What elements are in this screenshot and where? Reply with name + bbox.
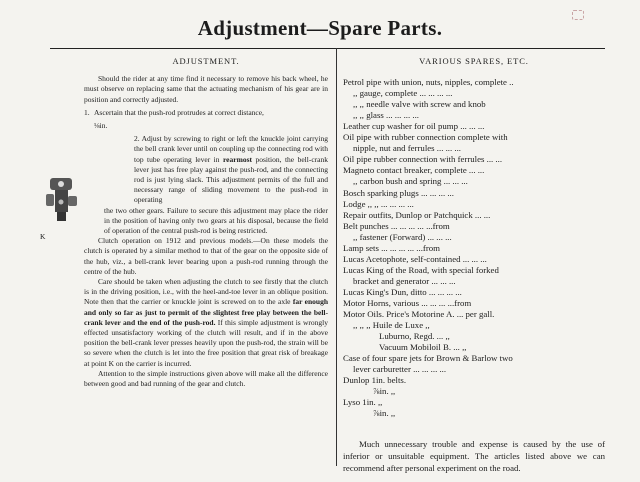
care-part-2: If this simple adjustment is wrongly effected unsatisfactory working of the clutch will result, and if in the above position the bell-crank lever presses heavily upon the push-rod, the strain will be so severe when the clutch is let into the free position that great risk of breakage at point K on the carrier is incurred. [84,317,328,368]
intro-paragraph: Should the rider at any time find it necessary to remove his back wheel, he must observe on replacing same that the actuating mechanism of his gear are in position and correctly adjusted. [84,74,328,104]
column-divider [336,48,337,466]
step-1-value: ⅛in. [94,121,108,131]
step-2-part-1: 2. Adjust by screwing to right or left the knuckle joint carrying the bell crank lever until on coupling up the connecting rod with top tube operating lever in [134,134,328,164]
spares-list-item: Lucas King of the Road, with special forked [343,264,499,275]
spares-list-item: ⅞in. ,, [373,408,396,419]
figure-label-k: K [40,232,46,242]
care-bold: far enough and only so far as just to permit of the slightest free play between the bell-crank lever and the end of the push-rod. [84,297,329,327]
spares-list-item: Vacuum Mobiloil B. ... ,, [379,342,467,353]
adjustment-column [40,56,329,389]
corner-stamp-mark [572,10,584,20]
knuckle-joint-figure [40,174,82,224]
page-title: Adjustment—Spare Parts. [197,16,443,40]
spares-list-item: ,, ,, ,, Huile de Luxe ,, [353,320,430,331]
spares-list-item: ⅞in. ,, [373,386,396,397]
spares-list-item: ,, gauge, complete ... ... ... ... [353,88,453,99]
attention-paragraph: Attention to the simple instructions given above will make all the difference between good and bad running of the gear and clutch. [84,368,328,389]
spares-list-item: Repair outfits, Dunlop or Patchquick ... ... [343,209,491,220]
care-paragraph [84,277,328,369]
spares-heading: VARIOUS SPARES, ETC. [419,56,529,66]
spares-list-item: Lucas Acetophote, self-contained ... ... ... [343,253,487,264]
spares-list-item: Oil pipe rubber connection with ferrules ... ... [343,154,503,165]
care-part-1: Care should be taken when adjusting the clutch to see firstly that the clutch is in the driving position, i.e., with the heel-and-toe lever in an oblique position. Note then that the carrier or knuckle joint is screwed on to the axle [84,277,328,307]
adjustment-heading: ADJUSTMENT. [172,56,240,66]
spares-list-item: Belt punches ... ... ... ... ...from [343,220,450,231]
spares-list-item: Bosch sparking plugs ... ... ... ... [343,187,454,198]
title-rule [50,48,605,49]
spares-list [343,77,605,419]
spares-list-item: Magneto contact breaker, complete ... ... [343,165,485,176]
step-2-continuation: the two other gears. Failure to secure this adjustment may place the rider in the position of having only two gears at his disposal, because the field of operation of the central push-rod is being restricted. [104,205,328,236]
spares-list-item: nipple, nut and ferrules ... ... ... [353,143,461,154]
spares-list-item: Lodge ,, ,, ... ... ... ... [343,198,414,209]
step-2-part-2: position, the bell-crank lever just has free play against the push-rod, and the connecting rod is just lying slack. This adjustment permits of the full and necessary range of sliding movement to the push-rod in operating [134,154,329,205]
spares-list-item: Case of four spare jets for Brown & Barlow two [343,353,513,364]
step-2 [40,134,329,242]
spares-list-item: Lamp sets ... ... ... ... ...from [343,242,440,253]
spares-list-item: ,, ,, glass ... ... ... ... [353,110,419,121]
spares-list-item: ,, fastener (Forward) ... ... ... [353,231,452,242]
step-2-bold: rearmost [222,154,252,164]
spares-list-item: lever carburetter ... ... ... ... [353,364,447,375]
step-2-text [134,134,328,205]
step-1-number: 1. [84,107,90,117]
closing-paragraph: Much unnecessary trouble and expense is caused by the use of inferior or unsuitable equipment. The articles listed above we can recommend after personal experiment on the road. [343,438,605,473]
step-1-text: Ascertain that the push-rod protrudes at correct distance, [94,107,264,117]
spares-list-item: ,, carbon bush and spring ... ... ... [353,176,468,187]
spares-list-item: Motor Horns, various ... ... ... ...from [343,297,472,308]
spares-list-item: Leather cup washer for oil pump ... ... ... [343,121,485,132]
spares-column [343,56,605,482]
spares-list-item: Lucas King's Dun, ditto ... ... ... ... [343,286,462,297]
spares-list-item: bracket and generator ... ... ... [353,275,456,286]
clutch-paragraph: Clutch operation on 1912 and previous models.—On these models the clutch is operated by a similar method to that of the gear on the opposite side of the hub, viz., a bell-crank lever bearing upon a push-rod running through the centre of the hub. [84,236,328,276]
spares-list-item: Dunlop 1in. belts. [343,375,407,386]
spares-list-item: Luburno, Regd. ... ,, [379,331,450,342]
spares-list-item: Oil pipe with rubber connection complete with [343,132,508,143]
step-1 [84,108,328,131]
spares-list-item: Motor Oils. Price's Motorine A. ... per gall. [343,309,495,320]
spares-list-item: Lyso 1in. ,, [343,397,383,408]
spares-list-item: ,, ,, needle valve with screw and knob [353,99,486,110]
spares-list-item: Petrol pipe with union, nuts, nipples, complete .. [343,77,514,88]
